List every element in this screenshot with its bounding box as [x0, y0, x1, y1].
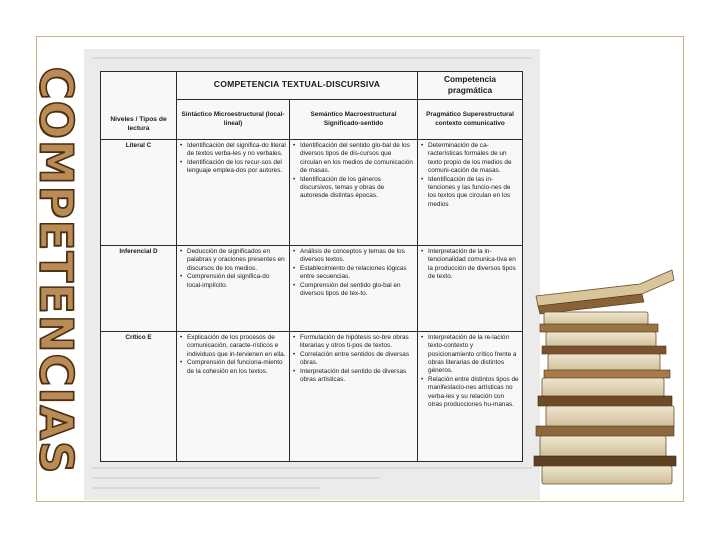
table-row [101, 140, 523, 246]
level-inferencial: Inferencial D [101, 246, 177, 332]
book-icon [534, 456, 676, 466]
list-item: • Comprensión del funciona-miento de la cohesión en los textos. [187, 359, 286, 376]
cell-sintactico-critico [177, 332, 290, 462]
scan-ghost-line [92, 477, 380, 479]
list-item: • Formulación de hipótesis so-bre obras literarias y otros ti-pos de textos. [300, 334, 414, 351]
list-item: • Relación entre distintos tipos de manifestacio-nes artísticas no verba-les y su relación con otras producciones hu-manas. [428, 376, 519, 409]
list-item: • Correlación entre sentidos de diversas obras. [300, 351, 414, 368]
pragmatic-competence-header: Competencia pragmática [418, 72, 523, 100]
scanned-table-image [84, 49, 540, 500]
vertical-title [29, 44, 83, 496]
book-icon [542, 466, 672, 484]
list-item: • Determinación de ca-racterísticas formales de un texto propio de los medios de comuni-cación de masas. [428, 142, 519, 175]
cell-sintactico-inferencial [177, 246, 290, 332]
book-icon [538, 396, 672, 406]
col-sintactico-header: Sintáctico Microestructural (local-lineal) [177, 100, 290, 140]
book-icon [540, 324, 658, 332]
cell-semantico-inferencial [290, 246, 418, 332]
cell-semantico-literal [290, 140, 418, 246]
list-item: • Deducción de significados en palabras y oraciones presentes en discursos de los medios. [187, 248, 286, 273]
book-icon [544, 370, 670, 378]
list-item: • Identificación de los recur-sos del lenguaje emplea-dos por autores. [187, 159, 286, 176]
book-icon [546, 332, 656, 348]
cell-semantico-critico [290, 332, 418, 462]
book-icon [536, 270, 674, 314]
list-item: • Interpretación de la in-tencionalidad comunica-tiva en la producción de diversos tipos de texto. [428, 248, 519, 281]
table-row [101, 246, 523, 332]
book-icon [548, 354, 660, 372]
col-semantico-header: Semántico Macroestructural Significado-sentido [290, 100, 418, 140]
list-item: • Comprensión del sentido glo-bal en diversos tipos de tex-to. [300, 282, 414, 299]
list-item: • Establecimiento de relaciones lógicas entre secuencias. [300, 265, 414, 282]
level-critico: Crítico E [101, 332, 177, 462]
list-item: • Interpretación del sentido de diversas obras artísticas. [300, 368, 414, 385]
book-icon [540, 436, 666, 458]
scan-ghost-line [92, 57, 532, 59]
list-item: • Identificación de las in-tenciones y las funcio-nes de los textos que circulan en los medios [428, 176, 519, 209]
scan-ghost-line [92, 467, 532, 469]
table-row [101, 332, 523, 462]
list-item: • Explicación de los procesos de comunicación, caracte-rísticos e individuos que in-tervienen en ella. [187, 334, 286, 359]
cell-pragmatico-critico [418, 332, 523, 462]
title-text: COMPETENCIAS [29, 66, 83, 474]
book-stack-illustration [532, 266, 682, 488]
book-icon [542, 346, 666, 354]
list-item: • Comprensión del significa-do local-implícito. [187, 273, 286, 290]
book-icon [546, 406, 674, 428]
list-item: • Identificación del significa-do literal de textos verba-les y no verbales. [187, 142, 286, 159]
level-literal: Literal C [101, 140, 177, 246]
cell-pragmatico-inferencial [418, 246, 523, 332]
competencies-table [100, 71, 523, 462]
list-item: • Identificación de los géneros discursivos, temas y obras de autoresde distintas épocas. [300, 176, 414, 201]
book-icon [542, 378, 664, 398]
scan-ghost-line [92, 487, 320, 489]
list-item: • Interpretación de la re-lación texto-contexto y posicionamiento crítico frente a obras literarias de distintos géneros. [428, 334, 519, 375]
book-icon [536, 426, 674, 436]
levels-header: Niveles / Tipos de lectura [101, 72, 177, 140]
textual-discursive-header: COMPETENCIA TEXTUAL-DISCURSIVA [177, 72, 418, 100]
cell-sintactico-literal [177, 140, 290, 246]
list-item: • Análisis de conceptos y temas de los diversos textos. [300, 248, 414, 265]
col-pragmatico-header: Pragmático Superestructural contexto comunicativo [418, 100, 523, 140]
cell-pragmatico-literal [418, 140, 523, 246]
list-item: • Identificación del sentido glo-bal de los diversos tipos de dis-cursos que circulan en los medios de comunicación de masas. [300, 142, 414, 175]
